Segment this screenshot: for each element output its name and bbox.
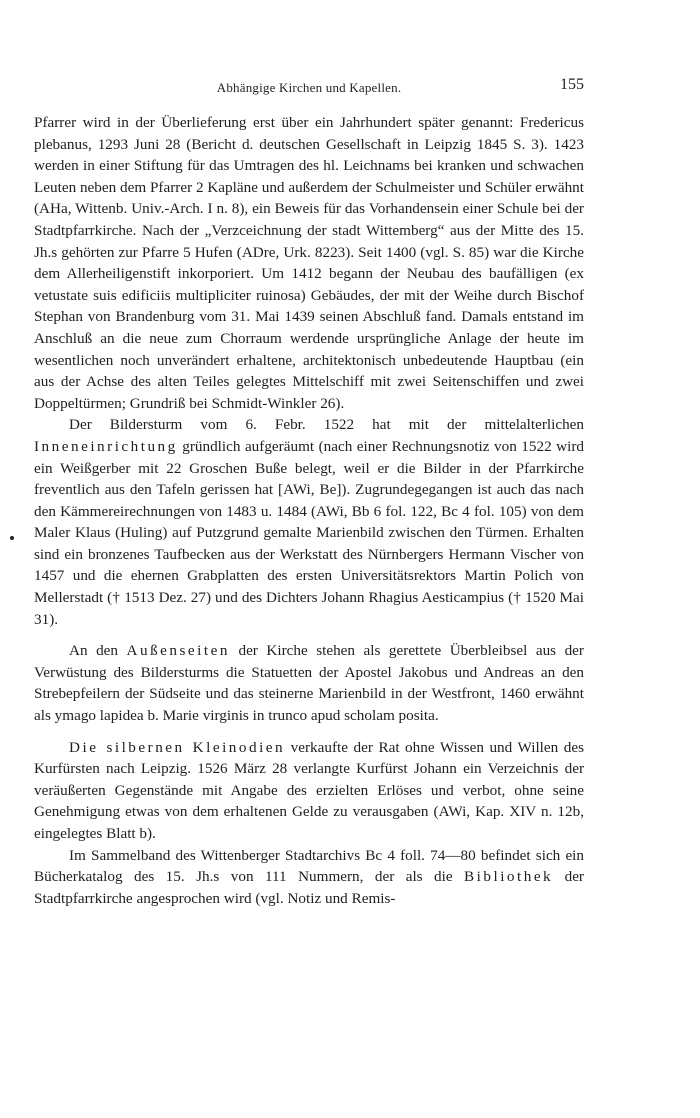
page-header	[34, 76, 584, 98]
paragraph-body: der Kirche stehen als gerettete Überbleibsel aus der Verwüstung des Bildersturms die Statuetten der Apostel Jakobus und Andreas an den Strebepfeilern der Südseite und das steinerne Marienbild in der Westfront, 1460 erwähnt als ymago lapidea b. Marie virginis in trunco apud scholam posita.	[34, 642, 584, 725]
paragraph-lead: An den	[69, 642, 127, 660]
paragraph-iconoclasm	[34, 414, 584, 630]
spaced-term: Die silbernen Kleinodien	[69, 738, 286, 756]
page-number: 155	[560, 76, 584, 93]
paragraph-body: verkaufte der Rat ohne Wissen und Willen des Kurfürsten nach Leipzig. 1526 März 28 verlangte Kurfürst Johann ein Verzeichnis der veräußerten Gegenstände mit Angabe des erzielten Erlöses und verbot, ohne seine Genehmigung etwas von dem erhaltenen Gelde zu verausgaben (AWi, Kap. XIV n. 12b, eingelegtes Blatt b).	[34, 738, 584, 842]
spaced-term: Inneneinrichtung	[34, 437, 178, 455]
running-head: Abhängige Kirchen und Kapellen.	[216, 80, 402, 95]
paragraph-exterior	[34, 640, 584, 726]
paragraph-lead: Im Sammelband des Wittenberger Stadtarchivs Bc 4 foll. 74—80 befindet sich ein Bücherkatalog des 15. Jh.s von 111 Nummern, der als die	[34, 846, 584, 886]
paragraph-body: gründlich aufgeräumt (nach einer Rechnungsnotiz von 1522 wird ein Weißgerber mit 22 Groschen Buße belegt, weil er die Bilder in der Pfarrkirche freventlich aus den Tafeln gerissen hat [AWi, Be]). Zugrundegegangen ist auch das nach den Kämmereirechnungen von 1483 u. 1484 (AWi, Bb 6 fol. 122, Bc 4 fol. 105) von dem Maler Klaus (Huling) auf Putzgrund gemalte Marienbild zwischen den Türmen. Erhalten sind ein bronzenes Taufbecken aus der Werkstatt des Nürnbergers Hermann Vischer von 1457 und die ehernen Grabplatten des ersten Universitätsrektors Martin Polich von Mellerstadt († 1513 Dez. 27) und des Dichters Johann Rhagius Aesticampius († 1520 Mai 31).	[34, 437, 584, 628]
paragraph-lead: Der Bildersturm vom 6. Febr. 1522 hat mit der mittelalterlichen	[69, 416, 584, 434]
paragraph-body: der Stadtpfarrkirche angesprochen wird (vgl. Notiz und Remis-	[34, 868, 584, 907]
spaced-term: Außenseiten	[126, 642, 230, 660]
paragraph-library	[34, 845, 584, 910]
paragraph-treasures	[34, 737, 584, 845]
body-text	[34, 112, 584, 909]
paragraph-parish-history: Pfarrer wird in der Überlieferung erst über ein Jahrhundert später genannt: Fredericus plebanus, 1293 Juni 28 (Bericht d. deutschen Gesellschaft in Leipzig 1845 S. 3). 1423 werden in einer Stiftung für das Umtragen des hl. Leichnams bei kranken und schwachen Leuten neben dem Pfarrer 2 Kapläne und außerdem der Schulmeister und Schüler erwähnt (AHa, Wittenb. Univ.-Arch. I n. 8), ein Beweis für das Vorhandensein einer Schule bei der Stadtpfarrkirche. Nach der „Verzceichnung der stadt Wittemberg“ aus der Mitte des 15. Jh.s gehörten zur Pfarre 5 Hufen (ADre, Urk. 8223). Seit 1400 (vgl. S. 85) war die Kirche dem Allerheiligenstift inkorporiert. Um 1412 begann der Neubau des baufälligen (ex vetustate suis edificiis multipliciter ruinosa) Gebäudes, der mit der Weihe durch Bischof Stephan von Brandenburg vom 31. Mai 1439 seinen Abschluß fand. Damals entstand im Anschluß an die neue zum Chorraum werdende ursprüngliche Anlage der heute im wesentlichen noch unverändert erhaltene, architektonisch unbedeutende Hauptbau (ein aus der Achse des alten Teiles gelegtes Mittelschiff mit zwei Seitenschiffen und zwei Doppeltürmen; Grundriß bei Schmidt-Winkler 26).	[34, 114, 584, 412]
margin-mark	[10, 536, 14, 540]
spaced-term: Bibliothek	[464, 868, 554, 886]
